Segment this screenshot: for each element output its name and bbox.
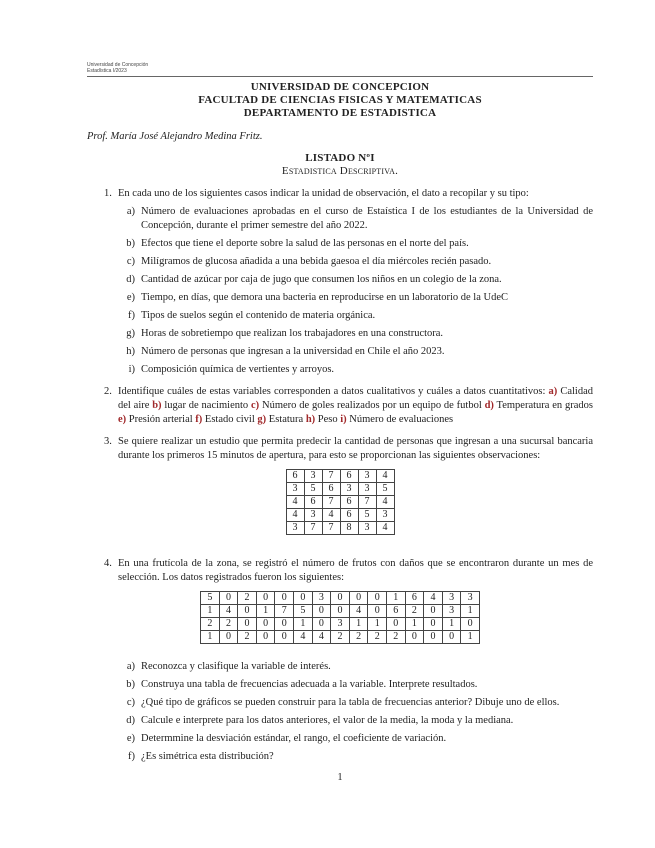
table-cell: 2 — [219, 618, 238, 631]
table-cell: 3 — [340, 483, 358, 496]
item-text: Número de personas que ingresan a la universidad en Chile el año 2023. — [141, 346, 445, 357]
table-cell: 0 — [424, 631, 443, 644]
table-cell: 4 — [286, 509, 304, 522]
item-label: e) — [126, 733, 135, 744]
table-cell: 3 — [331, 618, 350, 631]
item-text: Construya una tabla de frecuencias adecuada a la variable. Interprete resultados. — [141, 679, 478, 690]
table-cell: 0 — [275, 592, 294, 605]
table-cell: 1 — [461, 631, 480, 644]
table-cell: 0 — [275, 631, 294, 644]
table-cell: 6 — [405, 592, 424, 605]
q1-text: En cada uno de los siguientes casos indicar la unidad de observación, el dato a recopilar y su tipo: — [118, 188, 529, 199]
table-cell: 6 — [286, 470, 304, 483]
table-cell: 5 — [376, 483, 394, 496]
q4-items — [118, 660, 593, 764]
table-cell: 4 — [376, 470, 394, 483]
table-cell: 7 — [322, 470, 340, 483]
table-cell: 1 — [294, 618, 313, 631]
item-text: Horas de sobretiempo que realizan los trabajadores en una constructora. — [141, 328, 444, 339]
table-row — [201, 618, 480, 631]
q2-intro: Identifique cuáles de estas variables corresponden a datos cualitativos y cuáles a datos cuantitativos: — [118, 386, 546, 397]
table-cell: 1 — [461, 605, 480, 618]
item-text: Determmine la desviación estándar, el rango, el coeficiente de variación. — [141, 733, 447, 744]
q3-text: Se quiere realizar un estudio que permita predecir la cantidad de personas que ingresan a una sucursal bancaria durante los primeros 15 minutos de apertura, para esto se proporcionan las siguientes observaciones: — [118, 436, 593, 461]
item-text: Tipos de suelos según el contenido de materia orgánica. — [141, 310, 376, 321]
item-label: a) — [126, 206, 135, 217]
q2-item-label: f) — [195, 414, 203, 425]
item-text: ¿Qué tipo de gráficos se pueden construir para la tabla de frecuencias anterior? Dibuje uno de ellos. — [141, 697, 560, 708]
table-cell: 8 — [340, 522, 358, 535]
listado-subtitle: Estadistica Descriptiva. — [281, 165, 399, 177]
item-label: b) — [126, 679, 135, 690]
question-3 — [87, 435, 593, 463]
list-item — [126, 696, 593, 710]
question-1 — [87, 187, 593, 377]
q2-item-text: Número de evaluaciones — [349, 414, 454, 425]
q2-text — [118, 385, 593, 427]
q2-item-text: lugar de nacimiento — [164, 400, 249, 411]
table-cell: 0 — [368, 592, 387, 605]
q2-item-label: i) — [340, 414, 347, 425]
table-cell: 5 — [304, 483, 322, 496]
item-text: Reconozca y clasifique la variable de interés. — [141, 661, 331, 672]
table-cell: 4 — [322, 509, 340, 522]
item-label: b) — [126, 238, 135, 249]
item-label: g) — [126, 328, 135, 339]
table-cell: 0 — [294, 592, 313, 605]
running-header — [87, 62, 593, 74]
table-cell: 5 — [294, 605, 313, 618]
table-cell: 1 — [442, 618, 461, 631]
table-cell: 4 — [312, 631, 331, 644]
q2-item-text: Peso — [317, 414, 338, 425]
table-cell: 4 — [349, 605, 368, 618]
q2-item-text: Número de goles realizados por un equipo de futbol — [262, 400, 482, 411]
table-cell: 2 — [238, 592, 257, 605]
table-cell: 1 — [368, 618, 387, 631]
table-cell: 0 — [442, 631, 461, 644]
table-cell: 3 — [304, 470, 322, 483]
item-label: h) — [126, 346, 135, 357]
table-cell: 7 — [322, 496, 340, 509]
table-cell: 0 — [386, 618, 405, 631]
item-label: f) — [128, 310, 135, 321]
table-cell: 1 — [386, 592, 405, 605]
list-item — [126, 291, 593, 305]
list-item — [126, 237, 593, 251]
table-cell: 0 — [275, 618, 294, 631]
table-row — [286, 483, 394, 496]
q2-item-label: a) — [548, 386, 558, 397]
table-cell: 6 — [386, 605, 405, 618]
item-label: d) — [126, 274, 135, 285]
table-cell: 0 — [461, 618, 480, 631]
table-cell: 3 — [286, 522, 304, 535]
q4-text: En una frutícola de la zona, se registró el número de frutos con daños que se encontraron durante un mes de selección. Los datos registrados fueron los siguientes: — [118, 558, 593, 583]
title-university: UNIVERSIDAD DE CONCEPCION — [250, 81, 430, 93]
item-label: d) — [126, 715, 135, 726]
list-item — [126, 273, 593, 287]
q2-item-label: b) — [152, 400, 162, 411]
item-label: c) — [126, 256, 135, 267]
item-text: Tiempo, en días, que demora una bacteria en reproducirse en un laboratorio de la UdeC — [141, 292, 508, 303]
item-text: Efectos que tiene el deporte sobre la salud de las personas en el norte del país. — [141, 238, 469, 249]
table-row — [201, 631, 480, 644]
q2-item-text: Estatura — [268, 414, 304, 425]
table-cell: 2 — [238, 631, 257, 644]
table-cell: 0 — [312, 605, 331, 618]
table-cell: 4 — [286, 496, 304, 509]
table-cell: 2 — [331, 631, 350, 644]
header-rule — [87, 76, 593, 77]
document-page — [87, 62, 593, 783]
table-cell: 1 — [256, 605, 275, 618]
table-cell: 2 — [349, 631, 368, 644]
table-cell: 0 — [256, 618, 275, 631]
item-label: f) — [128, 751, 135, 762]
table-cell: 3 — [358, 470, 376, 483]
table-cell: 4 — [424, 592, 443, 605]
table-row — [286, 470, 394, 483]
table-cell: 3 — [442, 592, 461, 605]
table-cell: 6 — [340, 496, 358, 509]
item-label: e) — [126, 292, 135, 303]
q2-item-label: d) — [484, 400, 494, 411]
q1-items — [118, 205, 593, 377]
table-cell: 2 — [405, 605, 424, 618]
table-cell: 0 — [349, 592, 368, 605]
list-item — [126, 732, 593, 746]
table-cell: 2 — [386, 631, 405, 644]
title-faculty: FACULTAD DE CIENCIAS FISICAS Y MATEMATICAS — [198, 94, 482, 106]
table-cell: 0 — [238, 618, 257, 631]
table-cell: 3 — [376, 509, 394, 522]
q2-item-label: g) — [257, 414, 267, 425]
list-item — [128, 750, 593, 764]
page-number: 1 — [337, 772, 343, 783]
table-cell: 0 — [256, 592, 275, 605]
table-cell: 4 — [219, 605, 238, 618]
fruit-damage-table — [200, 591, 480, 644]
table-cell: 0 — [368, 605, 387, 618]
table-cell: 0 — [238, 605, 257, 618]
list-item — [126, 714, 593, 728]
table-cell: 0 — [331, 605, 350, 618]
table-cell: 6 — [340, 509, 358, 522]
table-cell: 0 — [256, 631, 275, 644]
list-item — [126, 255, 593, 269]
table-cell: 1 — [405, 618, 424, 631]
q2-item-label: c) — [251, 400, 260, 411]
table-cell: 4 — [376, 522, 394, 535]
table-cell: 6 — [340, 470, 358, 483]
q4-number: 4. — [104, 558, 112, 569]
item-text: Cantidad de azúcar por caja de jugo que consumen los niños en un colegio de la zona. — [141, 274, 502, 285]
table-cell: 7 — [304, 522, 322, 535]
table-row — [201, 592, 480, 605]
table-cell: 7 — [322, 522, 340, 535]
table-cell: 1 — [201, 631, 220, 644]
table-cell: 3 — [304, 509, 322, 522]
table-row — [201, 605, 480, 618]
table-cell: 7 — [275, 605, 294, 618]
header-course: Estadística I/2023 — [87, 68, 127, 74]
title-department: DEPARTAMENTO DE ESTADISTICA — [243, 107, 437, 119]
table-cell: 3 — [312, 592, 331, 605]
table-cell: 6 — [322, 483, 340, 496]
table-cell: 0 — [424, 605, 443, 618]
table-row — [286, 496, 394, 509]
table-cell: 0 — [219, 592, 238, 605]
question-4 — [87, 557, 593, 585]
table-row — [286, 522, 394, 535]
table-cell: 2 — [201, 618, 220, 631]
q2-item-text: Estado civil — [204, 414, 255, 425]
table-cell: 4 — [294, 631, 313, 644]
listado-title: LISTADO NºI — [305, 152, 375, 164]
table-cell: 5 — [201, 592, 220, 605]
list-item — [126, 678, 593, 692]
table-cell: 7 — [358, 496, 376, 509]
table-cell: 2 — [368, 631, 387, 644]
table-cell: 5 — [358, 509, 376, 522]
list-item — [128, 309, 593, 323]
table-cell: 6 — [304, 496, 322, 509]
question-2 — [87, 385, 593, 427]
item-text: Calcule e interprete para los datos anteriores, el valor de la media, la moda y la mediana. — [141, 715, 514, 726]
list-item — [128, 363, 593, 377]
q3-number: 3. — [104, 436, 112, 447]
table-cell: 0 — [405, 631, 424, 644]
list-item — [126, 660, 593, 674]
q2-item-label: h) — [305, 414, 316, 425]
table-row — [286, 509, 394, 522]
table-cell: 0 — [331, 592, 350, 605]
question-4-items — [87, 660, 593, 764]
q2-item-text: Temperatura en grados — [496, 400, 594, 411]
observations-table — [286, 469, 395, 535]
table-cell: 0 — [312, 618, 331, 631]
q2-item-label: e) — [118, 414, 127, 425]
table-cell: 0 — [219, 631, 238, 644]
table-cell: 3 — [286, 483, 304, 496]
item-text: Número de evaluaciones aprobadas en el curso de Estaística I de los estudiantes de la Universidad de Concepción, durante el primer semestre del año 2022. — [141, 206, 593, 231]
table-cell: 1 — [201, 605, 220, 618]
professor-name: Prof. María José Alejandro Medina Fritz. — [87, 131, 263, 142]
table-cell: 4 — [376, 496, 394, 509]
table-cell: 3 — [461, 592, 480, 605]
item-label: i) — [128, 364, 135, 375]
table-cell: 0 — [424, 618, 443, 631]
item-label: a) — [126, 661, 135, 672]
table-cell: 3 — [358, 483, 376, 496]
item-text: ¿Es simétrica esta distribución? — [141, 751, 274, 762]
list-item — [126, 205, 593, 233]
table-cell: 3 — [358, 522, 376, 535]
item-text: Milígramos de glucosa añadida a una bebida gaesoa el día miércoles recién pasado. — [141, 256, 492, 267]
q2-item-text: Calidad del aire — [118, 386, 594, 411]
table-cell: 3 — [442, 605, 461, 618]
item-text: Composición química de vertientes y arroyos. — [141, 364, 335, 375]
table-cell: 1 — [349, 618, 368, 631]
header-institution: Universidad de Concepción — [87, 62, 149, 68]
q1-number: 1. — [104, 188, 112, 199]
q2-item-text: Presión arterial — [128, 414, 193, 425]
list-item — [126, 345, 593, 359]
item-label: c) — [126, 697, 135, 708]
list-item — [126, 327, 593, 341]
q2-number: 2. — [104, 386, 112, 397]
